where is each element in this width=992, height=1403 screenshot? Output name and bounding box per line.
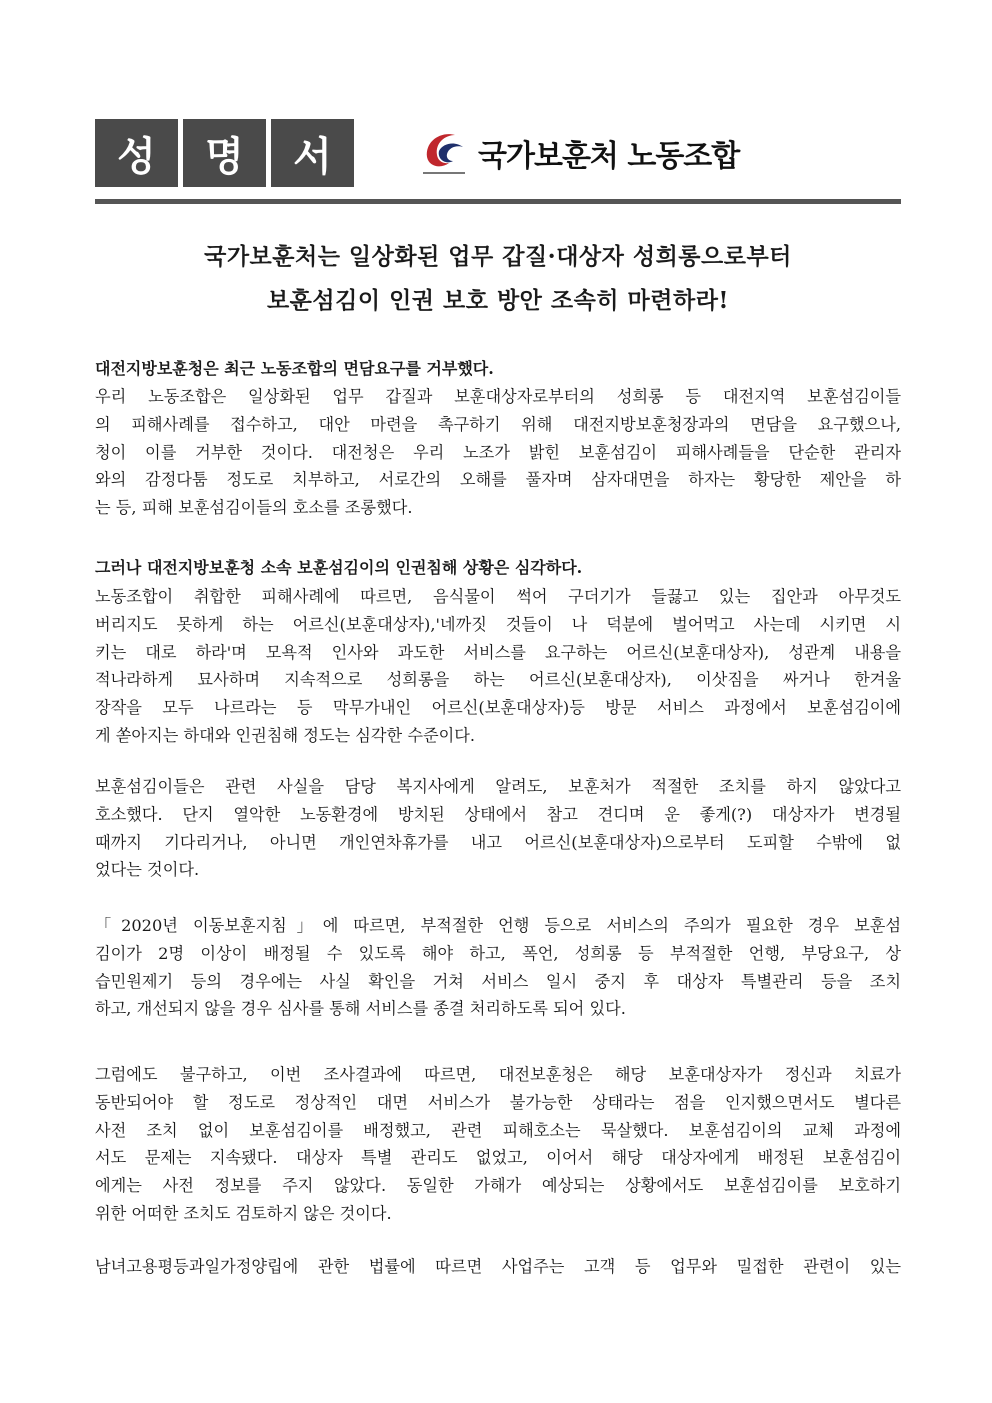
paragraph-line: 었다는 것이다.: [95, 860, 200, 880]
body-paragraph: [95, 583, 901, 750]
paragraph-line: 「2020년 이동보훈지침」에 따르면, 부적절한 언행 등으로 서비스의 주의가 필요한 경우 보훈섬: [95, 916, 901, 935]
paragraph-line: 에게는 사전 정보를 주지 않았다. 동일한 가해가 예상되는 상황에서도 보훈섬김이를 보호하기: [95, 1176, 901, 1196]
title-char-box: 성: [95, 119, 178, 187]
paragraph-line: 습민원제기 등의 경우에는 사실 확인을 거쳐 서비스 일시 중지 후 대상자 특별관리 등을 조치: [95, 971, 901, 991]
header-divider: [95, 199, 901, 204]
paragraph-line: 의 피해사례를 접수하고, 대안 마련을 촉구하기 위해 대전지방보훈청장과의 면담을 요구했으나,: [95, 414, 901, 434]
body-paragraph: [95, 383, 901, 522]
paragraph-line: 게 쏟아지는 하대와 인권침해 정도는 심각한 수준이다.: [95, 725, 476, 745]
body-paragraph: [95, 1061, 901, 1228]
body-paragraph: [95, 912, 901, 1023]
paragraph-line: 사전 조치 없이 보훈섬김이를 배정했고, 관련 피해호소는 묵살했다. 보훈섬김이의 교체 과정에: [95, 1120, 901, 1140]
paragraph-line: 키는 대로 하라'며 모욕적 인사와 과도한 서비스를 요구하는 어르신(보훈대상자), 성관계 내용을: [95, 642, 901, 662]
paragraph-line: 김이가 2명 이상이 배정될 수 있도록 해야 하고, 폭언, 성희롱 등 부적절한 언행, 부당요구, 상: [95, 943, 901, 963]
paragraph-line: 하고, 개선되지 않을 경우 심사를 통해 서비스를 종결 처리하도록 되어 있다.: [95, 999, 626, 1019]
section-subheading: 대전지방보훈청은 최근 노동조합의 면담요구를 거부했다.: [95, 359, 494, 378]
document-header: [95, 119, 901, 187]
paragraph-line: 호소했다. 단지 열악한 노동환경에 방치된 상태에서 참고 견디며 운 좋게(?) 대상자가 변경될: [95, 804, 901, 824]
paragraph-line: 와의 감정다툼 정도로 치부하고, 서로간의 오해를 풀자며 삼자대면을 하자는 황당한 제안을 하: [95, 470, 901, 490]
paragraph-line: 서도 문제는 지속됐다. 대상자 특별 관리도 없었고, 이어서 해당 대상자에게 배정된 보훈섬김이: [95, 1148, 901, 1168]
paragraph-line: 남녀고용평등과일가정양립에 관한 법률에 따르면 사업주는 고객 등 업무와 밀접한 관련이 있는: [95, 1257, 901, 1276]
title-char-box: 명: [183, 119, 266, 187]
headline-line-2: 보훈섬김이 인권 보호 방안 조속히 마련하라!: [266, 287, 730, 314]
paragraph-line: 청이 이를 거부한 것이다. 대전청은 우리 노조가 밝힌 보훈섬김이 피해사례들을 단순한 관리자: [95, 442, 901, 462]
paragraph-line: 동반되어야 할 정도로 정상적인 대면 서비스가 불가능한 상태라는 점을 인지했으면서도 별다른: [95, 1092, 901, 1112]
section-subheading: 그러나 대전지방보훈청 소속 보훈섬김이의 인권침해 상황은 심각하다.: [95, 558, 583, 577]
paragraph-line: 보훈섬김이들은 관련 사실을 담당 복지사에게 알려도, 보훈처가 적절한 조치를 하지 않았다고: [95, 777, 901, 796]
paragraph-line: 그럼에도 불구하고, 이번 조사결과에 따르면, 대전보훈청은 해당 보훈대상자가 정신과 치료가: [95, 1065, 901, 1084]
paragraph-line: 버리지도 못하게 하는 어르신(보훈대상자),'네까짓 것들이 나 덕분에 벌어먹고 사는데 시키면 시: [95, 614, 901, 634]
headline-line-1: 국가보훈처는 일상화된 업무 갑질·대상자 성희롱으로부터: [204, 243, 792, 270]
body-paragraph: [95, 1253, 901, 1281]
org-name: 국가보훈처 노동조합: [478, 139, 740, 174]
paragraph-line: 우리 노동조합은 일상화된 업무 갑질과 보훈대상자로부터의 성희롱 등 대전지역 보훈섬김이들: [95, 387, 901, 406]
paragraph-line: 장작을 모두 나르라는 등 막무가내인 어르신(보훈대상자)등 방문 서비스 과정에서 보훈섬김이에: [95, 698, 901, 718]
paragraph-line: 노동조합이 취합한 피해사례에 따르면, 음식물이 썩어 구더기가 들끓고 있는 집안과 아무것도: [95, 587, 901, 606]
title-char-box: 서: [271, 119, 354, 187]
paragraph-line: 적나라하게 묘사하며 지속적으로 성희롱을 하는 어르신(보훈대상자), 이삿짐을 싸거나 한겨울: [95, 670, 901, 690]
paragraph-line: 때까지 기다리거나, 아니면 개인연차휴가를 내고 어르신(보훈대상자)으로부터 도피할 수밖에 없: [95, 832, 901, 852]
body-paragraph: [95, 773, 901, 884]
paragraph-line: 는 등, 피해 보훈섬김이들의 호소를 조롱했다.: [95, 498, 413, 518]
union-logo-icon: [419, 127, 469, 179]
paragraph-line: 위한 어떠한 조치도 검토하지 않은 것이다.: [95, 1203, 392, 1223]
